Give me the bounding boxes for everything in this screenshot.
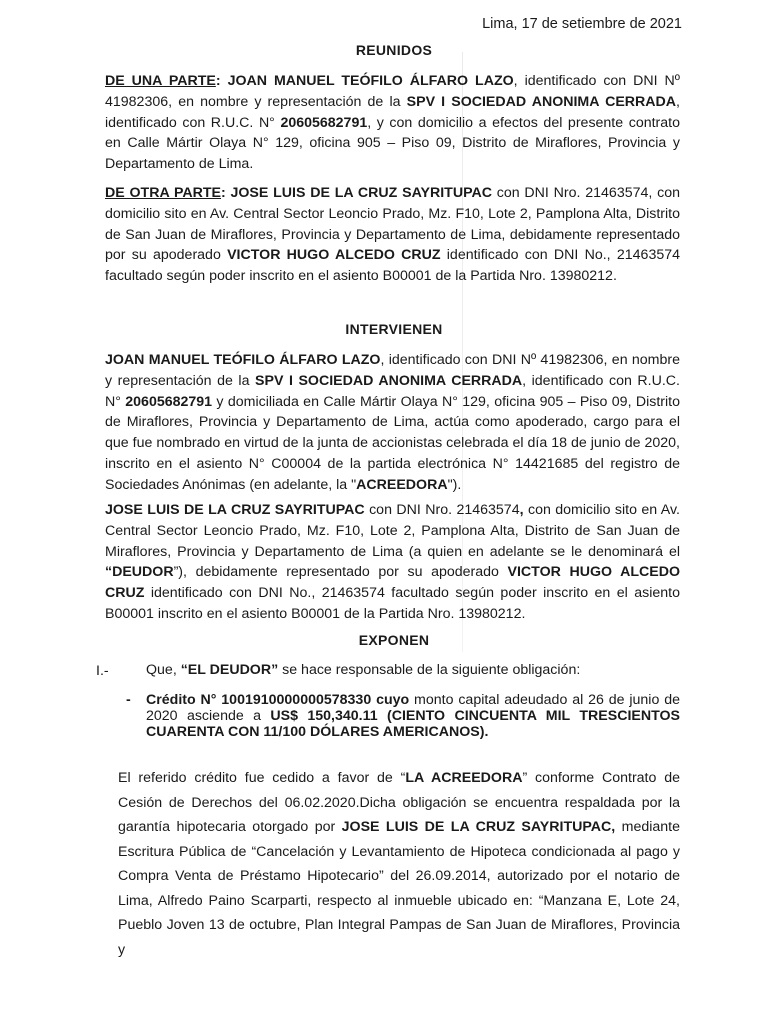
paragraph-de-una-parte: DE UNA PARTE: JOAN MANUEL TEÓFILO ÁLFARO LAZO, identificado con DNI Nº 41982306, en nombre y representación de la SPV I SOCIEDAD ANONIMA CERRADA, identificado con R.U.C. N° 20605682791, y con domicilio a efectos del presente contrato en Calle Mártir Olaya N° 129, oficina 905 – Piso 09, Distrito de Miraflores, Provincia y Departamento de Lima. (105, 73, 680, 173)
representative-name: VICTOR HUGO ALCEDO CRUZ (227, 247, 441, 264)
label-de-otra-parte: DE OTRA PARTE (105, 185, 221, 201)
party-name: JOSE LUIS DE LA CRUZ SAYRITUPAC (230, 185, 492, 201)
paragraph-intervienen-acreedora: JOAN MANUEL TEÓFILO ÁLFARO LAZO, identificado con DNI Nº 41982306, en nombre y representación de la SPV I SOCIEDAD ANONIMA CERRADA, identificado con R.U.C. N° 20605682791 y domiciliada en Calle Mártir Olaya N° 129, oficina 905 – Piso 09, Distrito de Miraflores, Provincia y Departamento de Lima, actúa como apoderado, cargo para el que fue nombrado en virtud de la junta de accionistas celebrada el día 18 de junio de 2020, inscrito en el asiento N° C00004 de la partida electrónica N° 14421685 del registro de Sociedades Anónimas (en adelante, la "ACREEDORA"). (105, 352, 680, 493)
item-numeral: I.- (96, 663, 109, 679)
company-name: SPV I SOCIEDAD ANONIMA CERRADA (255, 372, 523, 389)
alias-acreedora: ACREEDORA (356, 476, 448, 493)
document-date: Lima, 17 de setiembre de 2021 (482, 16, 682, 32)
heading-intervienen: INTERVIENEN (345, 321, 443, 337)
company-ruc: 20605682791 (280, 114, 368, 131)
bullet-marker: - (126, 692, 131, 708)
alias-el-deudor: “EL DEUDOR” (180, 662, 279, 678)
heading-exponen: EXPONEN (358, 632, 430, 648)
bullet-credito: Crédito N° 1001910000000578330 cuyo monto capital adeudado al 26 de junio de 2020 asciende a US$ 150,340.11 (CIENTO CINCUENTA MIL TRESCIENTOS CUARENTA CON 11/100 DÓLARES AMERICANOS). (146, 692, 680, 740)
party-name: JOAN MANUEL TEÓFILO ÁLFARO LAZO (227, 73, 514, 89)
party-name: JOSE LUIS DE LA CRUZ SAYRITUPAC, (341, 819, 616, 835)
paragraph-de-otra-parte: DE OTRA PARTE: JOSE LUIS DE LA CRUZ SAYRITUPAC con DNI Nro. 21463574, con domicilio sito en Av. Central Sector Leoncio Prado, Mz. F10, Lote 2, Pamplona Alta, Distrito de San Juan de Miraflores, Provincia y Departamento de Lima, debidamente representado por su apoderado VICTOR HUGO ALCEDO CRUZ identificado con DNI No., 21463574 facultado según poder inscrito en el asiento B00001 de la Partida Nro. 13980212. (105, 185, 681, 285)
exponen-item-text: Que, “EL DEUDOR” se hace responsable de la siguiente obligación: (146, 662, 581, 678)
alias-la-acreedora: LA ACREEDORA (405, 770, 523, 786)
label-de-una-parte: DE UNA PARTE (105, 73, 216, 89)
credit-amount: US$ 150,340.11 (CIENTO CINCUENTA MIL TRESCIENTOS CUARENTA CON 11/100 DÓLARES AMERICANOS). (146, 708, 680, 740)
company-ruc: 20605682791 (125, 393, 213, 410)
representative-name: VICTOR HUGO ALCEDO CRUZ (105, 564, 680, 602)
paragraph-intervienen-deudor: JOSE LUIS DE LA CRUZ SAYRITUPAC con DNI Nro. 21463574, con domicilio sito en Av. Central Sector Leoncio Prado, Mz. F10, Lote 2, Pamplona Alta, Distrito de San Juan de Miraflores, Provincia y Departamento de Lima (a quien en adelante se le denominará el “DEUDOR”), debidamente representado por su apoderado VICTOR HUGO ALCEDO CRUZ identificado con DNI No., 21463574 facultado según poder inscrito en el asiento B00001 inscrito en el asiento B00001 de la Partida Nro. 13980212. (105, 502, 680, 622)
party-name: JOAN MANUEL TEÓFILO ÁLFARO LAZO (105, 352, 381, 368)
credit-number: Crédito N° 1001910000000578330 cuyo (146, 692, 410, 708)
heading-reunidos: REUNIDOS (355, 42, 433, 58)
company-name: SPV I SOCIEDAD ANONIMA CERRADA (406, 93, 677, 110)
paragraph-cesion: El referido crédito fue cedido a favor de “LA ACREEDORA” conforme Contrato de Cesión de Derechos del 06.02.2020.Dicha obligación se encuentra respaldada por la garantía hipotecaria otorgado por JOSE LUIS DE LA CRUZ SAYRITUPAC, mediante Escritura Pública de “Cancelación y Levantamiento de Hipoteca condicionada al pago y Compra Venta de Préstamo Hipotecario” del 26.09.2014, autorizado por el notario de Lima, Alfredo Paino Scarparti, respecto al inmueble ubicado en: “Manzana E, Lote 24, Pueblo Joven 13 de octubre, Plan Integral Pampas de San Juan de Miraflores, Provincia y (118, 770, 680, 958)
alias-deudor: “DEUDOR (105, 564, 174, 581)
party-name: JOSE LUIS DE LA CRUZ SAYRITUPAC (105, 502, 365, 518)
